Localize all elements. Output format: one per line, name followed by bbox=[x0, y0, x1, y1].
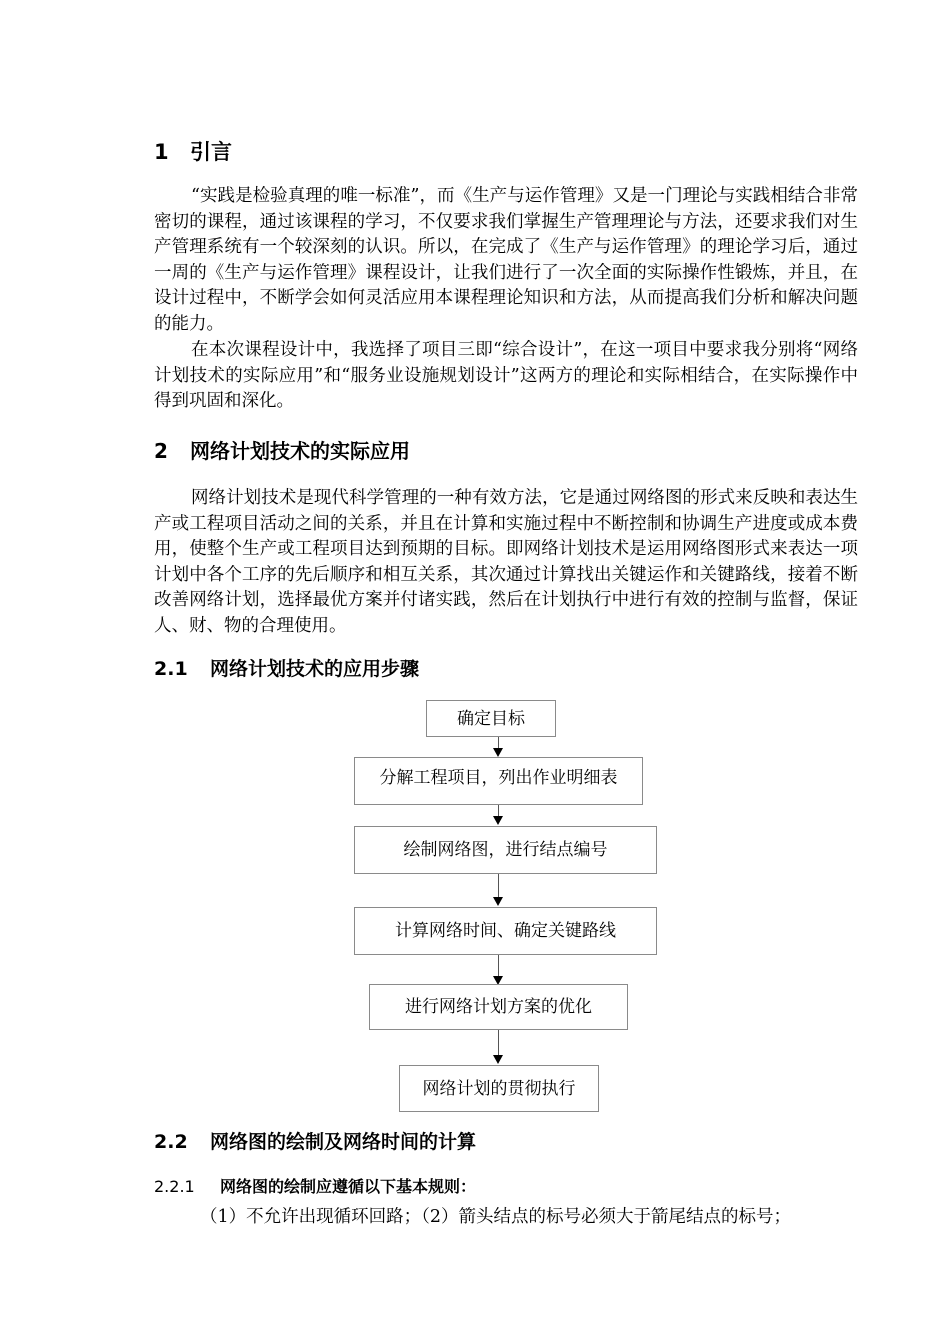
section-number: 2.1 bbox=[154, 658, 188, 680]
section-title: 网络图的绘制及网络时间的计算 bbox=[210, 1131, 477, 1153]
section-number: 2 bbox=[154, 439, 168, 463]
flow-connector bbox=[498, 874, 499, 897]
flow-step-4: 计算网络时间、确定关键路线 bbox=[354, 907, 657, 955]
arrow-down-icon bbox=[493, 897, 503, 906]
network-plan-paragraph: 网络计划技术是现代科学管理的一种有效方法，它是通过网络图的形式来反映和表达生产或工程项目活动之间的关系，并且在计算和实施过程中不断控制和协调生产进度或成本费用，使整个生产或工程项目达到预期的目标。即网络计划技术是运用网络图形式来表达一项计划中各个工序的先后顺序和相互关系，其次通过计算找出关键运作和关键路线，接着不断改善网络计划，选择最优方案并付诸实践，然后在计划执行中进行有效的控制与监督，保证人、财、物的合理使用。 bbox=[154, 488, 858, 636]
section-number: 2.2.1 bbox=[154, 1177, 195, 1196]
flow-step-5: 进行网络计划方案的优化 bbox=[369, 984, 628, 1030]
flow-step-1: 确定目标 bbox=[426, 700, 556, 737]
section-2-1-heading bbox=[154, 656, 419, 682]
rules-line: （1）不允许出现循环回路；（2）箭头结点的标号必须大于箭尾结点的标号； bbox=[200, 1207, 792, 1227]
section-2-heading bbox=[154, 437, 410, 465]
section-title: 网络图的绘制应遵循以下基本规则： bbox=[220, 1177, 477, 1196]
flow-connector bbox=[498, 955, 499, 976]
section-2-2-1-heading bbox=[154, 1176, 476, 1198]
section-number: 2.2 bbox=[154, 1131, 188, 1153]
flow-step-2: 分解工程项目，列出作业明细表 bbox=[354, 757, 643, 805]
section-title: 引言 bbox=[190, 140, 232, 164]
flow-connector bbox=[498, 737, 499, 748]
flow-connector bbox=[498, 805, 499, 816]
section-title: 网络计划技术的应用步骤 bbox=[210, 658, 420, 680]
flow-connector bbox=[498, 1030, 499, 1055]
arrow-down-icon bbox=[493, 1055, 503, 1064]
arrow-down-icon bbox=[493, 748, 503, 757]
intro-paragraph-1: “实践是检验真理的唯一标准”，而《生产与运作管理》又是一门理论与实践相结合非常密切的课程，通过该课程的学习，不仅要求我们掌握生产管理理论与方法，还要求我们对生产管理系统有一个较深刻的认识。所以，在完成了《生产与运作管理》的理论学习后，通过一周的《生产与运作管理》课程设计，让我们进行了一次全面的实际操作性锻炼，并且，在设计过程中，不断学会如何灵活应用本课程理论知识和方法，从而提高我们分析和解决问题的能力。 bbox=[154, 186, 858, 334]
arrow-down-icon bbox=[493, 816, 503, 825]
flow-step-3: 绘制网络图，进行结点编号 bbox=[354, 826, 657, 874]
section-1-heading bbox=[154, 138, 232, 166]
flow-step-6: 网络计划的贯彻执行 bbox=[399, 1065, 599, 1112]
section-2-2-heading bbox=[154, 1129, 476, 1155]
intro-paragraph-2: 在本次课程设计中，我选择了项目三即“综合设计”，在这一项目中要求我分别将“网络计划技术的实际应用”和“服务业设施规划设计”这两方的理论和实际相结合，在实际操作中得到巩固和深化。 bbox=[154, 340, 858, 412]
section-number: 1 bbox=[154, 140, 169, 164]
section-title: 网络计划技术的实际应用 bbox=[190, 439, 410, 463]
